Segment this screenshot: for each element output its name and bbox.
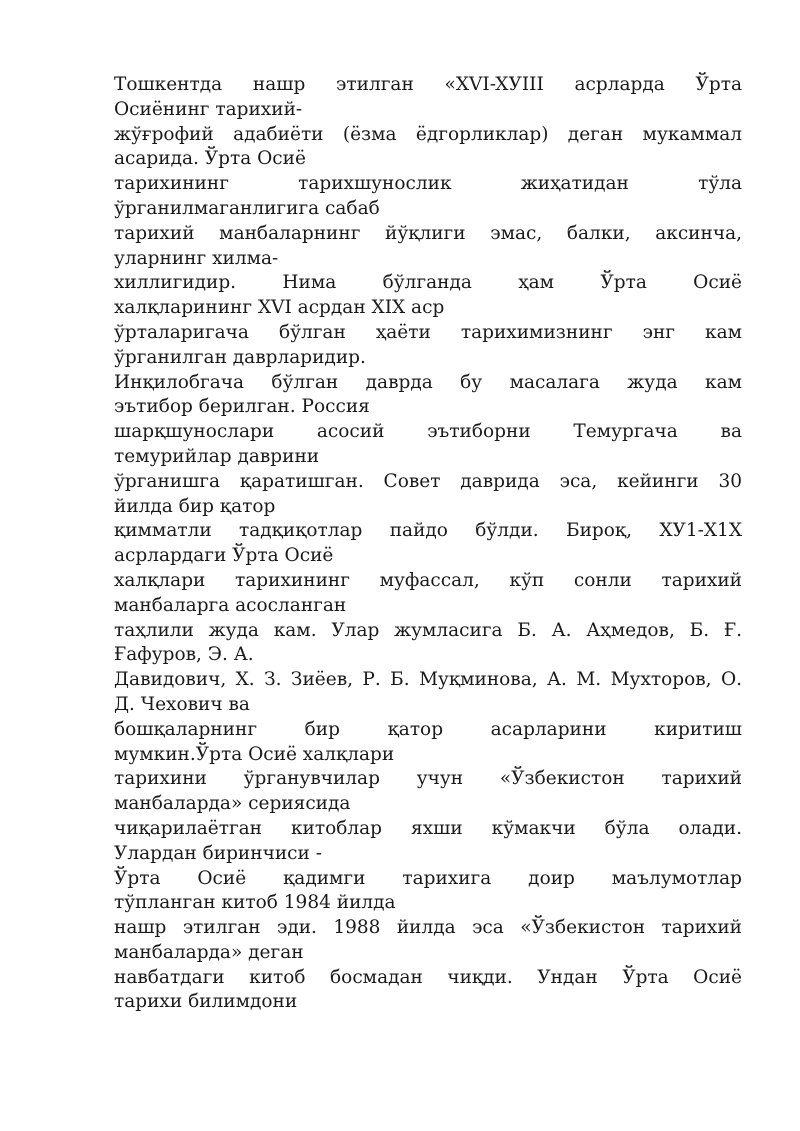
text-line: ўрталаригача бўлган ҳаёти тарихимизнинг энг кам bbox=[114, 321, 742, 343]
text-line-continuation: манбаларга асосланган bbox=[114, 594, 347, 616]
text-line-continuation: манбаларда» сериясида bbox=[114, 793, 351, 815]
text-line: нашр этилган эди. 1988 йилда эса «Ўзбекистон тарихий bbox=[114, 917, 742, 939]
text-line: Давидович, Х. З. Зиёев, Р. Б. Муқминова, А. М. Мухторов, О. bbox=[114, 669, 742, 691]
document-body bbox=[114, 73, 742, 1015]
text-line-continuation: тўпланган китоб 1984 йилда bbox=[114, 892, 396, 914]
text-line: Тошкентда нашр этилган «XVI-XУIII асрларда Ўрта bbox=[114, 74, 742, 95]
text-line: Инқилобгача бўлган даврда бу масалага жуда кам bbox=[114, 371, 742, 393]
text-line: хиллигидир. Нима бўлганда ҳам Ўрта Осиё bbox=[114, 272, 742, 294]
text-line-continuation: асрлардаги Ўрта Осиё bbox=[114, 545, 334, 567]
text-line-continuation: Улардан биринчиси - bbox=[114, 842, 322, 864]
text-line-continuation: уларнинг хилма- bbox=[114, 247, 279, 269]
text-line: тарихининг тарихшунослик жиҳатидан тўла bbox=[114, 173, 742, 195]
text-line: тарихий манбаларнинг йўқлиги эмас, балки, аксинча, bbox=[114, 222, 742, 244]
text-line-continuation: асарида. Ўрта Осиё bbox=[114, 148, 306, 170]
text-line-continuation: ўрганилган даврларидир. bbox=[114, 346, 366, 368]
text-line-continuation: темурийлар даврини bbox=[114, 445, 320, 467]
text-line: ўрганишга қаратишган. Совет даврида эса, кейинги 30 bbox=[114, 470, 742, 492]
text-line-continuation: мумкин.Ўрта Осиё халқлари bbox=[114, 743, 395, 765]
text-line: таҳлили жуда кам. Улар жумласига Б. А. Аҳмедов, Б. Ғ. bbox=[114, 619, 742, 641]
text-line-continuation: манбаларда» деган bbox=[114, 941, 304, 963]
text-line: жўғрофий адабиёти (ёзма ёдгорликлар) деган мукаммал bbox=[114, 123, 742, 145]
text-line-continuation: Ғафуров, Э. А. bbox=[114, 644, 254, 666]
text-line: шарқшунослари асосий эътиборни Темургача ва bbox=[114, 421, 742, 443]
text-line-continuation: ўрганилмаганлигига сабаб bbox=[114, 197, 380, 219]
text-line: навбатдаги китоб босмадан чиқди. Ундан Ўрта Осиё bbox=[114, 966, 742, 988]
text-line-continuation: Д. Чехович ва bbox=[114, 693, 250, 715]
text-line-continuation: халқларининг XVI асрдан XIX аср bbox=[114, 297, 445, 319]
text-line: чиқарилаётган китоблар яхши кўмакчи бўла олади. bbox=[114, 817, 742, 839]
text-line: бошқаларнинг бир қатор асарларини киритиш bbox=[114, 718, 742, 740]
text-line-continuation: тарихи билимдони bbox=[114, 991, 298, 1013]
text-line: тарихини ўрганувчилар учун «Ўзбекистон тарихий bbox=[114, 768, 742, 790]
text-line-continuation: йилда бир қатор bbox=[114, 495, 276, 517]
text-line: халқлари тарихининг муфассал, кўп сонли тарихий bbox=[114, 569, 742, 591]
text-line: қимматли тадқиқотлар пайдо бўлди. Бироқ, ХУ1-Х1Х bbox=[114, 520, 742, 542]
text-line-continuation: Осиёнинг тарихий- bbox=[114, 98, 303, 120]
text-line: Ўрта Осиё қадимги тарихига доир маълумотлар bbox=[114, 867, 742, 889]
text-line-continuation: эътибор берилган. Россия bbox=[114, 396, 370, 418]
